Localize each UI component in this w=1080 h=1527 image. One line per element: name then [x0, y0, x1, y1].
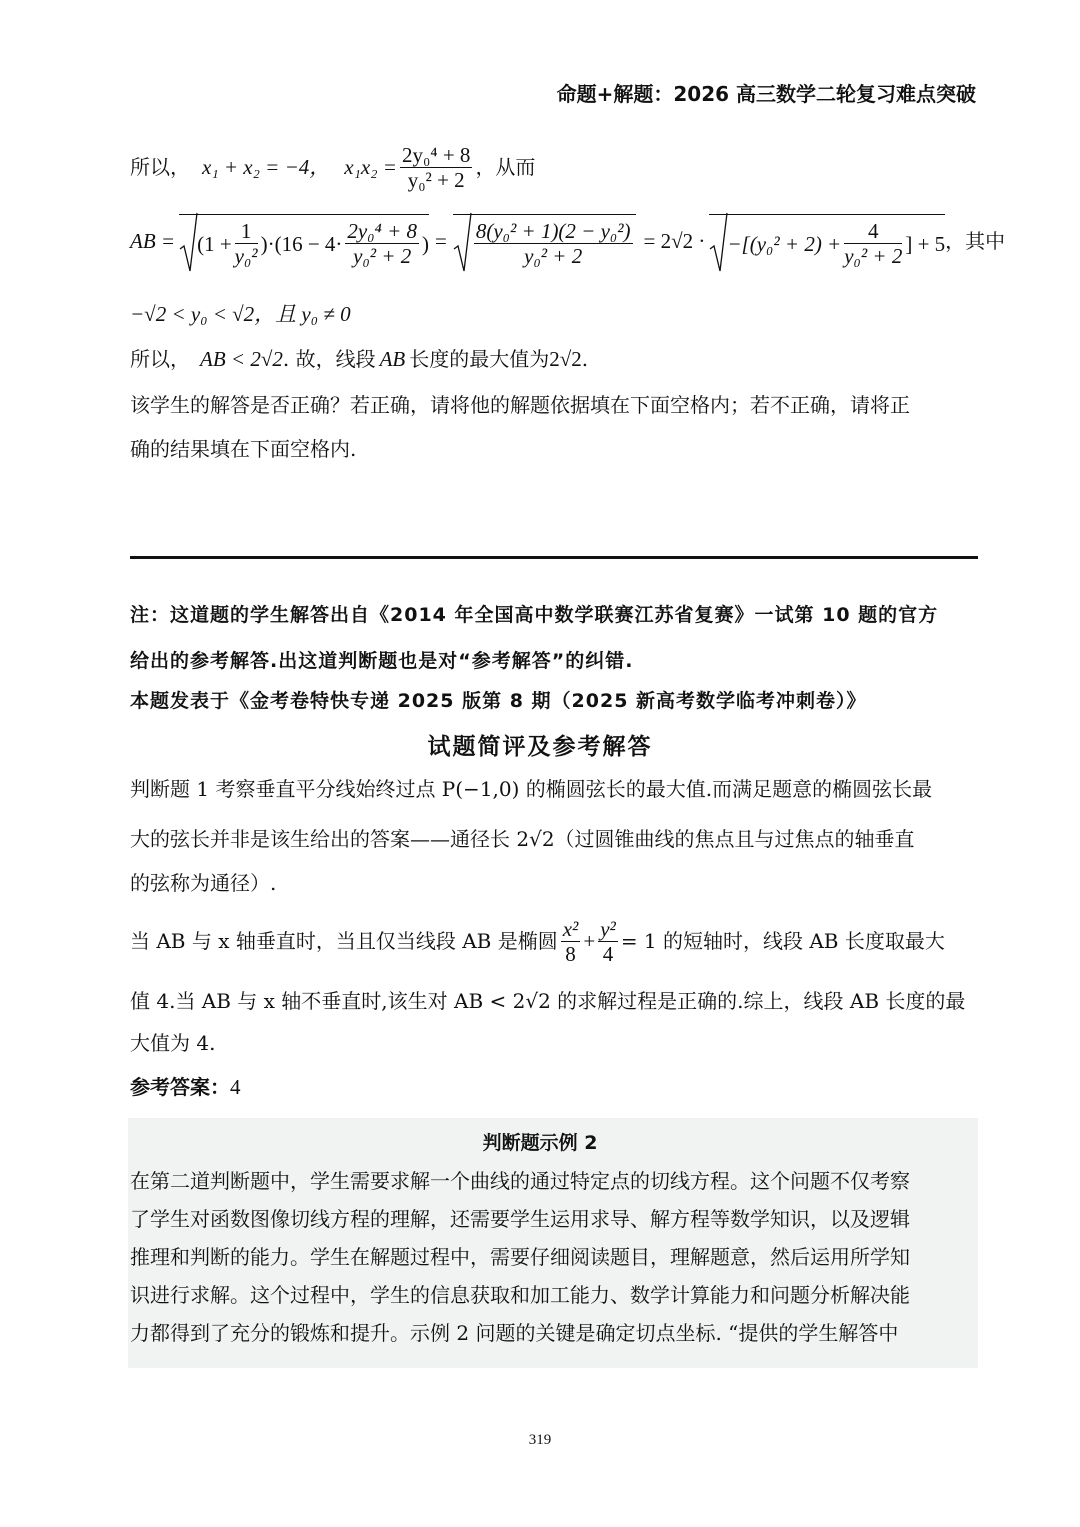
- question-line-1: 该学生的解答是否正确？若正确，请将他的解题依据填在下面空格内；若不正确，请将正: [130, 393, 910, 417]
- review-line-6: 大值为 4.: [130, 1031, 216, 1055]
- example-2-title: 判断题示例 2: [482, 1132, 598, 1154]
- ellipse-fraction-x: $\frac{\text{x²}}{8}$: [562, 916, 579, 966]
- horizontal-rule: [130, 556, 978, 559]
- ellipse-fraction-y: $\frac{\text{y²}}{4}$: [600, 916, 616, 966]
- example-2-text: [130, 1162, 980, 1352]
- sum-product-line: 所以， x₁ + x₂ = −4， x₁x₂ = $\frac{\text{2y₀⁴ + 8}}{\text{y₀² + 2}}$ ，从而: [130, 142, 536, 192]
- review-line-1: 判断题 1 考察垂直平分线始终过点 P(−1,0) 的椭圆弦长的最大值.而满足题意的椭圆弦长最: [130, 777, 933, 801]
- section-title: 试题简评及参考解答: [427, 734, 653, 760]
- range-line: −√2 < y₀ < √2，且 y₀ ≠ 0: [130, 302, 351, 326]
- radical-sign: [709, 213, 727, 275]
- conclusion-line: 所以， AB < 2√2. 故，线段 AB 长度的最大值为2√2.: [130, 347, 589, 371]
- example-2-line: 力都得到了充分的锻炼和提升。示例 2 问题的关键是确定切点坐标. “提供的学生解答中: [130, 1321, 899, 1345]
- example-2-line: 在第二道判断题中，学生需要求解一个曲线的通过特定点的切线方程。这个问题不仅考察: [130, 1169, 910, 1193]
- note-line-1: 注：这道题的学生解答出自《2014 年全国高中数学联赛江苏省复赛》一试第 10 题的官方: [130, 604, 939, 626]
- note-line-2: 给出的参考解答.出这道判断题也是对“参考解答”的纠错.: [130, 650, 634, 672]
- sqrt-2: $\frac{\text{8(y₀² + 1)(2 − y₀²)}}{\text{y₀² + 2}}$: [453, 214, 636, 268]
- review-line-3: 的弦称为通径）.: [130, 871, 277, 895]
- running-header: 命题+解题：2026 高三数学二轮复习难点突破: [556, 82, 976, 106]
- ab-formula: AB = (1 + $\frac{1}{\text{y₀²}}$ )·(16 − 4· $\frac{\text{2y₀⁴ + 8}}{\text{y₀² + 2}}$ ) = $\frac{\text{8(y₀² + 1)(2 − y₀²)}}{\text{y₀² + 2}}$ = 2√2 · −[(y₀² + 2) + $\frac{4}{\text{y₀² + 2}}$ ] + 5 ，其中: [130, 210, 1005, 272]
- radical-sign: [453, 213, 471, 275]
- review-line-2: 大的弦长并非是该生给出的答案——通径长 2√2（过圆锥曲线的焦点且与过焦点的轴垂直: [130, 827, 915, 851]
- question-line-2: 确的结果填在下面空格内.: [130, 437, 357, 461]
- example-2-line: 识进行求解。这个过程中，学生的信息获取和加工能力、数学计算能力和问题分析解决能: [130, 1283, 910, 1307]
- review-line-5: 值 4.当 AB 与 x 轴不垂直时,该生对 AB < 2√2 的求解过程是正确的.综上，线段 AB 长度的最: [130, 989, 966, 1013]
- page-number: 319: [528, 1432, 552, 1448]
- sqrt-3: −[(y₀² + 2) + $\frac{4}{\text{y₀² + 2}}$ ] + 5: [709, 214, 945, 268]
- radical-sign: [179, 213, 197, 275]
- example-2-line: 推理和判断的能力。学生在解题过程中，需要仔细阅读题目，理解题意，然后运用所学知: [130, 1245, 910, 1269]
- sqrt-1: (1 + $\frac{1}{\text{y₀²}}$ )·(16 − 4· $\frac{\text{2y₀⁴ + 8}}{\text{y₀² + 2}}$ ): [179, 214, 429, 268]
- example-2-line: 了学生对函数图像切线方程的理解，还需要学生运用求导、解方程等数学知识，以及逻辑: [130, 1207, 910, 1231]
- note-line-3: 本题发表于《金考卷特快专递 2025 版第 8 期（2025 新高考数学临考冲刺卷）》: [130, 690, 867, 712]
- review-line-4: 当 AB 与 x 轴垂直时，当且仅当线段 AB 是椭圆 $\frac{\text{x²}}{8}$ + $\frac{\text{y²}}{4}$ = 1 的短轴时，线段 AB 长度取最大: [130, 916, 945, 966]
- product-fraction: $\frac{\text{2y₀⁴ + 8}}{\text{y₀² + 2}}$: [401, 142, 471, 192]
- reference-answer: 参考答案：4: [130, 1075, 241, 1099]
